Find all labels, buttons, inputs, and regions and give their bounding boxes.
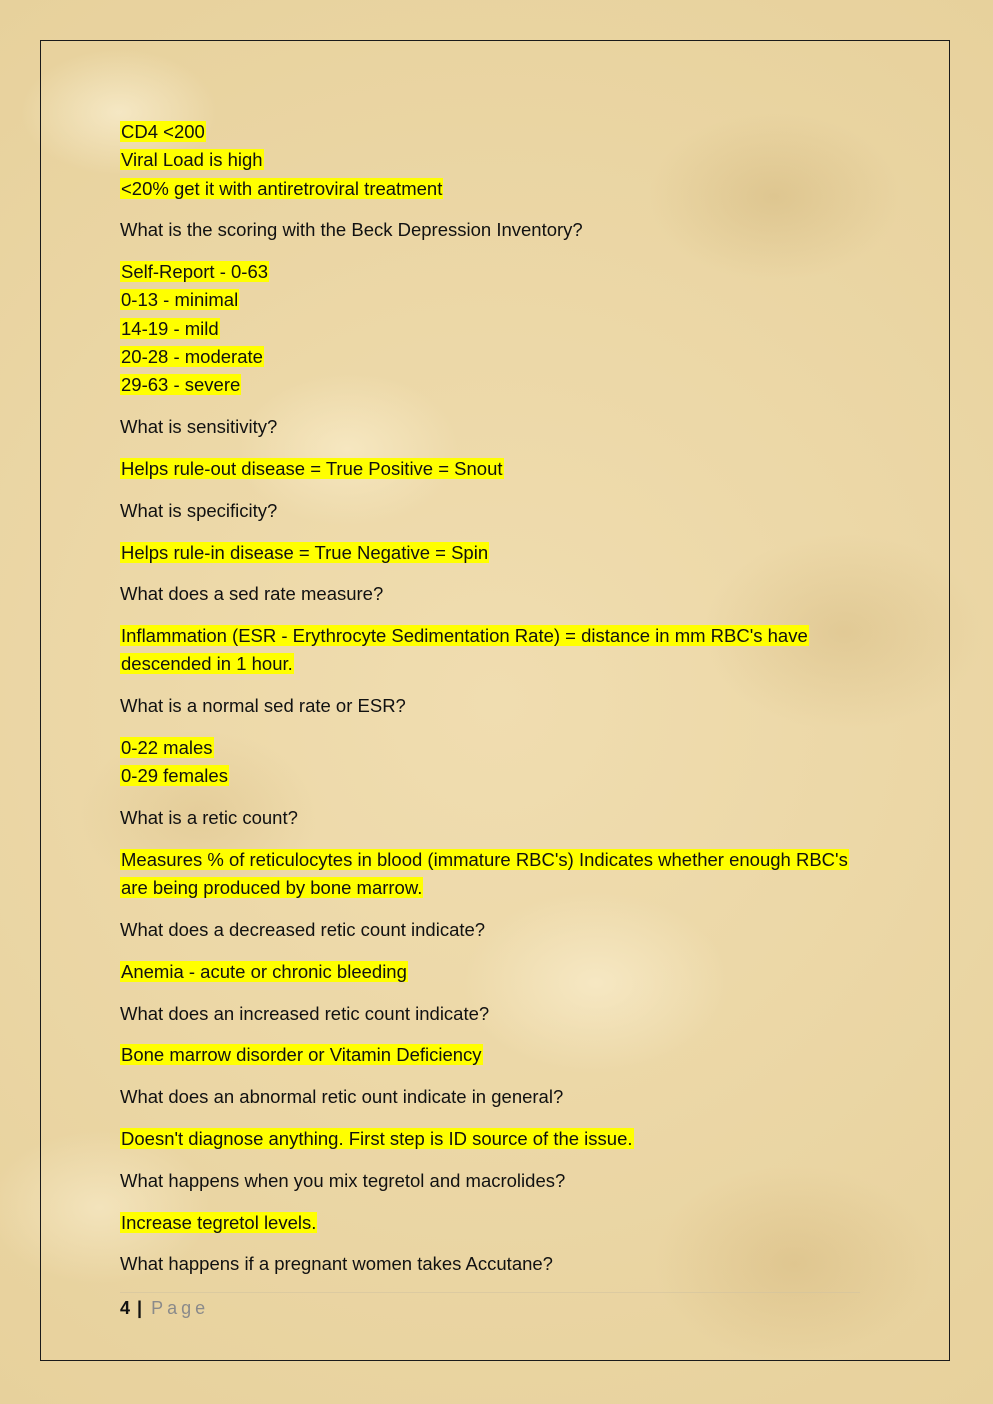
answer [120,1125,860,1153]
question-text: What happens when you mix tegretol and macrolides? [120,1169,566,1191]
question [120,497,860,525]
answer-line [120,1125,860,1153]
question-text: What does a sed rate measure? [120,583,384,605]
answer-line [120,286,860,314]
answer-line [120,958,860,986]
highlighted-answer-text: 0-29 females [121,765,228,787]
highlighted-answer-text: Increase tegretol levels. [121,1211,317,1233]
answer-line [120,343,860,371]
answer-paragraph [120,846,860,903]
answer-line [120,146,860,174]
page-separator: | [137,1298,143,1318]
page-footer [120,1294,209,1322]
question [120,216,860,244]
page-label: Page [151,1298,210,1318]
answer-line [120,371,860,399]
question-text: What does a decreased retic count indicate? [120,919,486,941]
highlighted-answer-text: 0-13 - minimal [121,289,239,311]
page-number: 4 [120,1298,131,1318]
answer-line [120,315,860,343]
question [120,692,860,720]
answer [120,622,860,679]
highlighted-answer-text: Helps rule-out disease = True Positive = Snout [121,457,503,479]
question-text: What is specificity? [120,499,278,521]
answer [120,455,860,483]
answer [120,118,860,203]
highlighted-answer-text: CD4 <200 [121,121,205,142]
question-text: What does an abnormal retic ount indicate in general? [120,1086,564,1108]
answer [120,1041,860,1069]
question [120,1250,860,1278]
highlighted-answer-text: Viral Load is high [121,149,263,171]
question-text: What does an increased retic count indicate? [120,1002,490,1024]
answer [120,1209,860,1237]
answer-line [120,539,860,567]
question [120,1000,860,1028]
question-text: What is the scoring with the Beck Depression Inventory? [120,219,583,241]
answer-paragraph [120,622,860,679]
highlighted-answer-text: 29-63 - severe [121,374,241,396]
answer-line [120,762,860,790]
question [120,413,860,441]
answer-line [120,258,860,286]
answer-line [120,1041,860,1069]
question-text: What happens if a pregnant women takes Accutane? [120,1253,553,1275]
highlighted-answer-text: Inflammation (ESR - Erythrocyte Sedimentation Rate) = distance in mm RBC's have descended in 1 hour. [121,625,808,675]
answer-line [120,118,860,146]
document-body [120,118,860,1292]
question [120,580,860,608]
answer [120,846,860,903]
question-text: What is a retic count? [120,807,298,829]
answer [120,539,860,567]
question [120,916,860,944]
answer-line [120,175,860,203]
highlighted-answer-text: 20-28 - moderate [121,346,263,368]
highlighted-answer-text: Bone marrow disorder or Vitamin Deficiency [121,1044,482,1066]
question-text: What is sensitivity? [120,416,278,438]
highlighted-answer-text: Doesn't diagnose anything. First step is ID source of the issue. [121,1128,633,1150]
highlighted-answer-text: 14-19 - mild [121,317,219,339]
highlighted-answer-text: 0-22 males [121,737,213,759]
highlighted-answer-text: <20% get it with antiretroviral treatment [121,177,443,199]
answer-line [120,1209,860,1237]
question-text: What is a normal sed rate or ESR? [120,695,406,717]
answer-line [120,455,860,483]
highlighted-answer-text: Measures % of reticulocytes in blood (immature RBC's) Indicates whether enough RBC's are being produced by bone marrow. [121,848,848,899]
question [120,804,860,832]
question [120,1083,860,1111]
answer [120,258,860,399]
highlighted-answer-text: Helps rule-in disease = True Negative = Spin [121,541,489,563]
footer-divider [120,1292,860,1293]
answer [120,958,860,986]
answer [120,734,860,791]
answer-line [120,734,860,762]
highlighted-answer-text: Self-Report - 0-63 [121,261,269,283]
question [120,1167,860,1195]
highlighted-answer-text: Anemia - acute or chronic bleeding [121,960,407,982]
